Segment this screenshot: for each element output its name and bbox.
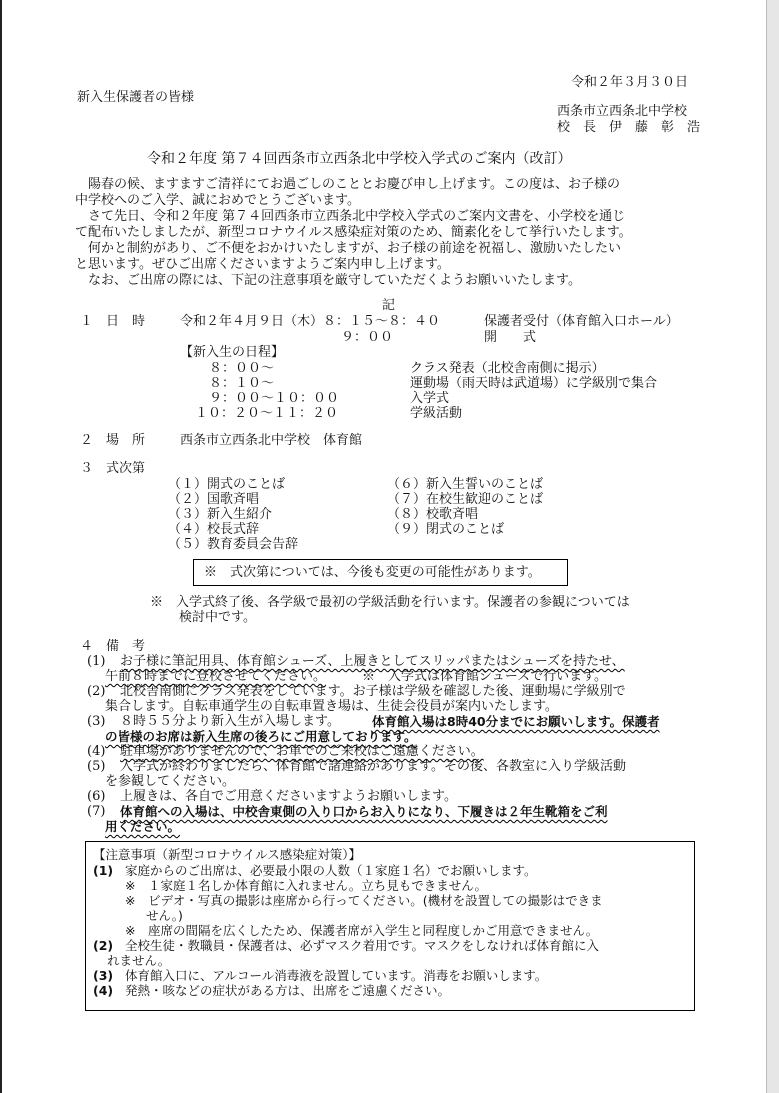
addressee: 新入生保護者の皆様 [77, 90, 195, 105]
page-left-border [0, 0, 2, 1093]
intro-line-7: なお、ご出席の際には、下記の注意事項を厳守していただくようお願いいたします。 [75, 273, 581, 288]
program-change-note: ※ 式次第については、今後も変更の可能性があります。 [204, 565, 541, 580]
school-name: 西条市立西条北中学校 [557, 104, 688, 119]
notice-number-2: (2) [93, 938, 114, 953]
remark-4: 駐車場がありませんので、お車でのご来校はご遠慮ください。 [120, 744, 484, 759]
notice-4: 発熱・咳などの症状がある方は、出席をご遠慮ください。 [125, 983, 451, 998]
section4-label: ４ 備 考 [80, 639, 146, 654]
notice-1-sub-b: ※ ビデオ・写真の撮影は座席から行ってください。(機材を設置しての撮影はできま [125, 893, 603, 908]
schedule-title: 【新入生の日程】 [180, 345, 285, 360]
remark-7-line-1: 体育館への入場は、中校舎東側の入り口からお入りになり、下履きは２年生靴箱をご利 [120, 804, 608, 819]
program-item-3: （３）新入生紹介 [168, 507, 273, 522]
principal-name: 校 長 伊 藤 彰 浩 [557, 120, 701, 135]
program-item-6: （６）新入生誓いのことば [387, 477, 544, 492]
notice-2-line-1: 全校生徒・教職員・保護者は、必ずマスク着用です。マスクをしなければ体育館に入 [125, 938, 600, 953]
notice-number-3: (3) [93, 968, 114, 983]
notice-2-line-2: れません。 [107, 953, 171, 968]
remark-number-6: (6) [87, 789, 106, 804]
section1-date: 令和２年４月９日（木）８：１５～８：４０ [180, 314, 441, 329]
notice-1-sub-c: ※ 座席の間隔を広くしたため、保護者席が入学生と同程度しかご用意できません。 [125, 923, 599, 938]
notice-1-sub-b-cont: せん。) [146, 908, 183, 923]
schedule-time-3: ９：００～１０：００ [209, 391, 340, 406]
remark-number-3: (3) [87, 714, 106, 729]
remark-1-line-2: 午前８時までに登校させてください。 [105, 669, 327, 684]
remark-number-1: (1) [87, 654, 106, 669]
remark-number-7: (7) [87, 804, 106, 819]
schedule-event-2: 運動場（雨天時は武道場）に学級別で集合 [410, 376, 658, 391]
program-item-5: （５）教育委員会告辞 [168, 537, 299, 552]
section3-label: ３ 式次第 [80, 461, 146, 476]
remark-1-line-1: お子様に筆記用具、体育館シューズ、上履きとしてスリッパまたはシューズを持たせ、 [120, 654, 625, 669]
notice-1-sub-a: ※ １家庭１名しか体育館に入れません。立ち見もできません。 [125, 878, 487, 893]
intro-line-1: 陽春の候、ますますご清祥にてお過ごしのこととお慶び申し上げます。この度は、お子様の [75, 177, 620, 192]
program-item-9: （９）閉式のことば [387, 522, 505, 537]
ki-heading: 記 [382, 298, 396, 313]
remark-5-line-2: を参観してください。 [105, 774, 236, 789]
intro-line-4: て配布いたしましたが、新型コロナウイルス感染症対策のため、簡素化をして挙行いたします。 [75, 225, 632, 240]
program-item-1: （１）開式のことば [168, 477, 286, 492]
remark-2-line-1: 北校舎南側にクラス発表をしています。お子様は学級を確認した後、運動場に学級別で [120, 684, 626, 699]
section1-label: １ 日 時 [80, 314, 146, 329]
intro-line-6: と思います。ぜひご出席くださいますようご案内申し上げます。 [75, 257, 450, 272]
remark-number-2: (2) [87, 684, 106, 699]
intro-line-2: 中学校へのご入学、誠におめでとうございます。 [75, 193, 360, 208]
section1-open-time: ９：００ [341, 330, 394, 345]
remark-6: 上履きは、各自でご用意くださいますようお願いします。 [120, 789, 457, 804]
intro-line-5: 何かと制約があり、ご不便をおかけいたしますが、お子様の前途を祝福し、激励いたしたい [75, 241, 622, 256]
notice-3: 体育館入口に、アルコール消毒液を設置しています。消毒をお願いします。 [125, 968, 548, 983]
program-item-2: （２）国歌斉唱 [168, 492, 260, 507]
section2-place: 西条市立西条北中学校 体育館 [180, 433, 363, 448]
remark-3-line-1: ８時５５分より新入生が入場します。 [120, 714, 340, 729]
remark-5-line-1: 入学式が終わりましたら、体育館で諸連絡があります。その後、各教室に入り学級活動 [120, 759, 626, 774]
section1-reception: 保護者受付（体育館入口ホール） [484, 314, 679, 329]
schedule-time-4: １０：２０～１１：２０ [195, 406, 339, 421]
activity-note-line-2: 検討中です。 [179, 610, 256, 625]
schedule-time-1: ８：００～ [209, 361, 275, 376]
remark-3-emphasis-2: の皆様のお席は新入生席の後ろにご用意しております。 [105, 729, 417, 744]
activity-note-line-1: ※ 入学式終了後、各学級で最初の学級活動を行います。保護者の参観については [150, 595, 630, 610]
section1-open-label: 開 式 [484, 330, 537, 345]
schedule-event-1: クラス発表（北校舎南側に掲示） [410, 361, 605, 376]
remark-3-emphasis-1: 体育館入場は8時40分までにお願いします。保護者 [372, 714, 660, 729]
program-item-8: （８）校歌斉唱 [387, 507, 479, 522]
notice-title: 【注意事項（新型コロナウイルス感染症対策）】 [93, 847, 362, 862]
remark-7-line-2: 用ください。 [105, 819, 181, 834]
remark-2-line-2: 集合します。自転車通学生の自転車置き場は、生徒会役員が案内いたします。 [105, 699, 558, 714]
remark-number-4: (4) [87, 744, 106, 759]
document-title: 令和２年度 第７４回西条市立西条北中学校入学式のご案内（改訂） [147, 151, 572, 167]
schedule-event-3: 入学式 [410, 391, 450, 406]
program-item-7: （７）在校生歓迎のことば [387, 492, 544, 507]
program-item-4: （４）校長式辞 [168, 522, 260, 537]
schedule-event-4: 学級活動 [410, 406, 463, 421]
notice-number-1: (1) [93, 863, 114, 878]
schedule-time-2: ８：１０～ [209, 376, 275, 391]
intro-line-3: さて先日、令和２年度 第７４回西条市立西条北中学校入学式のご案内文書を、小学校を通じ [75, 209, 626, 224]
notice-1: 家庭からのご出席は、必要最小限の人数（１家庭１名）でお願いします。 [125, 863, 537, 878]
page-right-scrollbar[interactable] [766, 0, 779, 1093]
section2-label: ２ 場 所 [80, 433, 146, 448]
remark-number-5: (5) [87, 759, 106, 774]
document-date: 令和２年３月３０日 [571, 75, 689, 90]
notice-number-4: (4) [93, 983, 114, 998]
remark-1-note: ※ 入学式は体育館シューズで行います。 [362, 669, 608, 684]
